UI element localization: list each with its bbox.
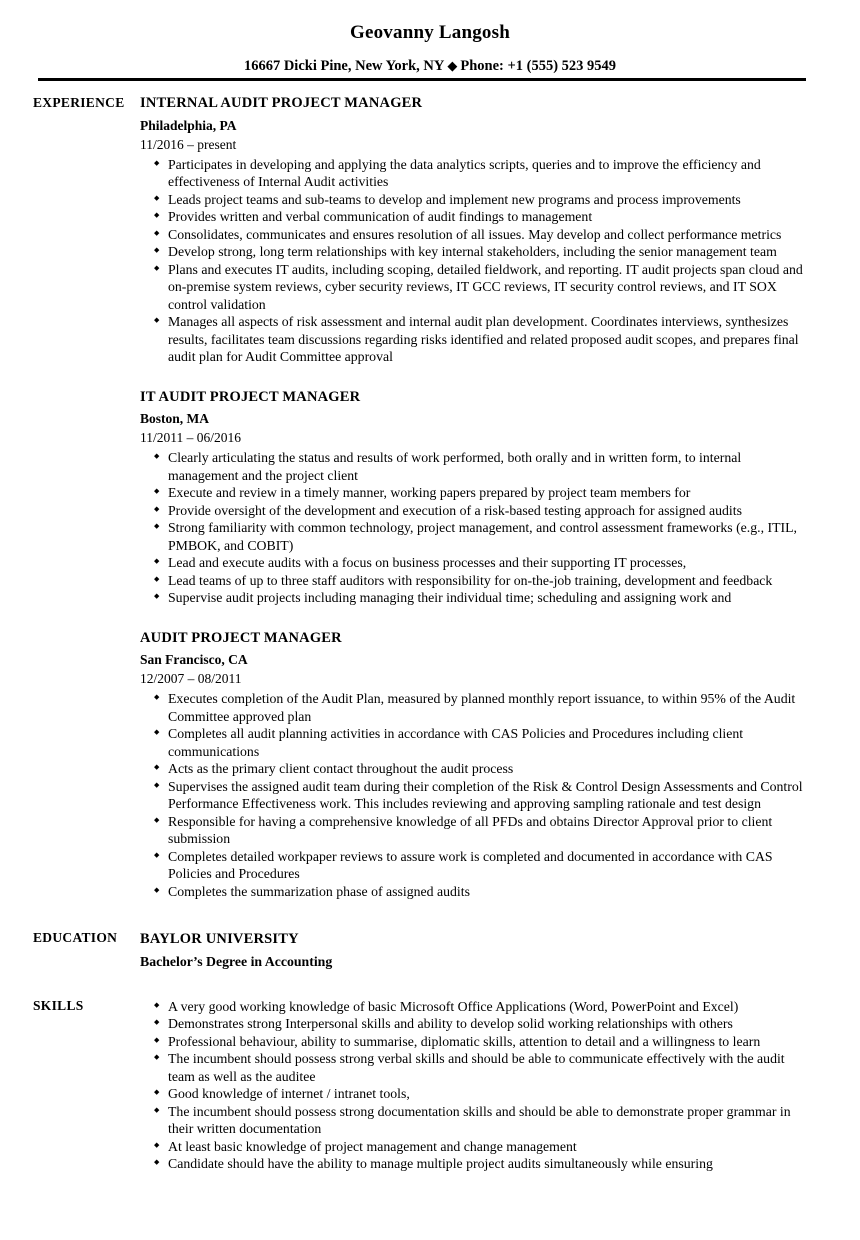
education-degree: Bachelor’s Degree in Accounting xyxy=(140,953,333,969)
section-label-experience: EXPERIENCE xyxy=(33,95,125,111)
skill-bullet: ◆ Candidate should have the ability to manage multiple project audits simultaneously while ensuring xyxy=(140,1155,810,1173)
job-dates: 12/2007 – 08/2011 xyxy=(140,671,242,687)
job-bullet-list xyxy=(140,449,810,607)
diamond-separator-icon: ◆ xyxy=(447,57,458,73)
skill-bullet: ◆ Demonstrates strong Interpersonal skills and ability to develop solid working relationships with others xyxy=(140,1015,810,1033)
job-bullet: ◆ Lead and execute audits with a focus on business processes and their supporting IT processes, xyxy=(140,554,810,572)
job-bullet: ◆ Plans and executes IT audits, including scoping, detailed fieldwork, and reporting. IT audit projects span cloud and on-premise system reviews, cyber security reviews, IT GCC reviews, IT security control reviews, and IT SOX control validation xyxy=(140,261,810,314)
job-title: AUDIT PROJECT MANAGER xyxy=(140,629,342,646)
skill-bullet: ◆ The incumbent should possess strong verbal skills and should be able to communicate effectively with the audit team as well as the auditee xyxy=(140,1050,810,1085)
job-entry xyxy=(140,94,810,366)
job-dates: 11/2011 – 06/2016 xyxy=(140,430,241,446)
job-location: Boston, MA xyxy=(140,411,210,427)
contact-address: 16667 Dicki Pine, New York, NY xyxy=(243,57,445,74)
job-bullet-list xyxy=(140,690,810,900)
job-bullet: ◆ Develop strong, long term relationships with key internal stakeholders, including the senior management team xyxy=(140,243,810,261)
job-bullet: ◆ Execute and review in a timely manner, working papers prepared by project team members for xyxy=(140,484,810,502)
job-bullet: ◆ Manages all aspects of risk assessment and internal audit plan development. Coordinates interviews, synthesizes results, facilitates team discussions regarding risks identified and related proposed audit scopes, and prepares final audit plan for Audit Committee approval xyxy=(140,313,810,366)
job-bullet: ◆ Completes all audit planning activities in accordance with CAS Policies and Procedures including client communications xyxy=(140,725,810,760)
section-label-skills: SKILLS xyxy=(33,997,84,1013)
job-title: IT AUDIT PROJECT MANAGER xyxy=(140,388,361,405)
job-location: San Francisco, CA xyxy=(140,652,248,668)
header-divider xyxy=(38,78,806,81)
job-entry xyxy=(140,629,810,901)
job-dates: 11/2016 – present xyxy=(140,136,237,152)
experience-entries xyxy=(140,94,860,900)
education-school: BAYLOR UNIVERSITY xyxy=(140,931,299,948)
contact-phone: Phone: +1 (555) 523 9549 xyxy=(460,57,617,74)
job-bullet: ◆ Acts as the primary client contact throughout the audit process xyxy=(140,760,810,778)
job-bullet: ◆ Leads project teams and sub-teams to develop and implement new programs and process improvements xyxy=(140,191,810,209)
job-title: INTERNAL AUDIT PROJECT MANAGER xyxy=(140,95,423,112)
skill-bullet: ◆ A very good working knowledge of basic Microsoft Office Applications (Word, PowerPoint and Excel) xyxy=(140,998,810,1016)
resume-body xyxy=(0,94,860,1173)
skills-entries xyxy=(140,997,860,1173)
job-bullet: ◆ Provide oversight of the development and execution of a risk-based testing approach for assigned audits xyxy=(140,502,810,520)
job-bullet: ◆ Completes the summarization phase of assigned audits xyxy=(140,883,810,901)
job-bullet: ◆ Lead teams of up to three staff auditors with responsibility for on-the-job training, development and feedback xyxy=(140,572,810,590)
education-entries xyxy=(140,929,860,971)
section-education xyxy=(0,929,860,971)
candidate-name: Geovanny Langosh xyxy=(350,22,510,43)
contact-line xyxy=(0,58,860,75)
job-bullet: ◆ Supervises the assigned audit team during their completion of the Risk & Control Design Assessments and Control Performance Effectiveness work. This includes reviewing and approving sampling rationale and test design xyxy=(140,778,810,813)
skill-bullet: ◆ The incumbent should possess strong documentation skills and should be able to demonstrate proper grammar in their written documentation xyxy=(140,1103,810,1138)
skill-bullet: ◆ Good knowledge of internet / intranet tools, xyxy=(140,1085,810,1103)
job-bullet: ◆ Consolidates, communicates and ensures resolution of all issues. May develop and collect performance metrics xyxy=(140,226,810,244)
skill-bullet: ◆ Professional behaviour, ability to summarise, diplomatic skills, attention to detail and a willingness to learn xyxy=(140,1033,810,1051)
skills-bullet-list xyxy=(140,998,810,1173)
job-location: Philadelphia, PA xyxy=(140,117,237,133)
job-bullet: ◆ Participates in developing and applying the data analytics scripts, queries and to improve the efficiency and effectiveness of Internal Audit activities xyxy=(140,156,810,191)
job-bullet-list xyxy=(140,156,810,366)
job-entry xyxy=(140,388,810,607)
job-bullet: ◆ Clearly articulating the status and results of work performed, both orally and in written form, to internal management and the project client xyxy=(140,449,810,484)
skill-bullet: ◆ At least basic knowledge of project management and change management xyxy=(140,1138,810,1156)
section-experience xyxy=(0,94,860,900)
section-skills xyxy=(0,997,860,1173)
section-label-education: EDUCATION xyxy=(33,930,118,946)
job-bullet: ◆ Completes detailed workpaper reviews to assure work is completed and documented in accordance with CAS Policies and Procedures xyxy=(140,848,810,883)
job-bullet: ◆ Responsible for having a comprehensive knowledge of all PFDs and obtains Director Approval prior to client submission xyxy=(140,813,810,848)
job-bullet: ◆ Provides written and verbal communication of audit findings to management xyxy=(140,208,810,226)
job-bullet: ◆ Strong familiarity with common technology, project management, and control assessment frameworks (e.g., ITIL, PMBOK, and COBIT) xyxy=(140,519,810,554)
resume-header xyxy=(0,0,860,75)
job-bullet: ◆ Supervise audit projects including managing their individual time; scheduling and assigning work and xyxy=(140,589,810,607)
job-bullet: ◆ Executes completion of the Audit Plan, measured by planned monthly report issuance, to within 95% of the Audit Committee approved plan xyxy=(140,690,810,725)
